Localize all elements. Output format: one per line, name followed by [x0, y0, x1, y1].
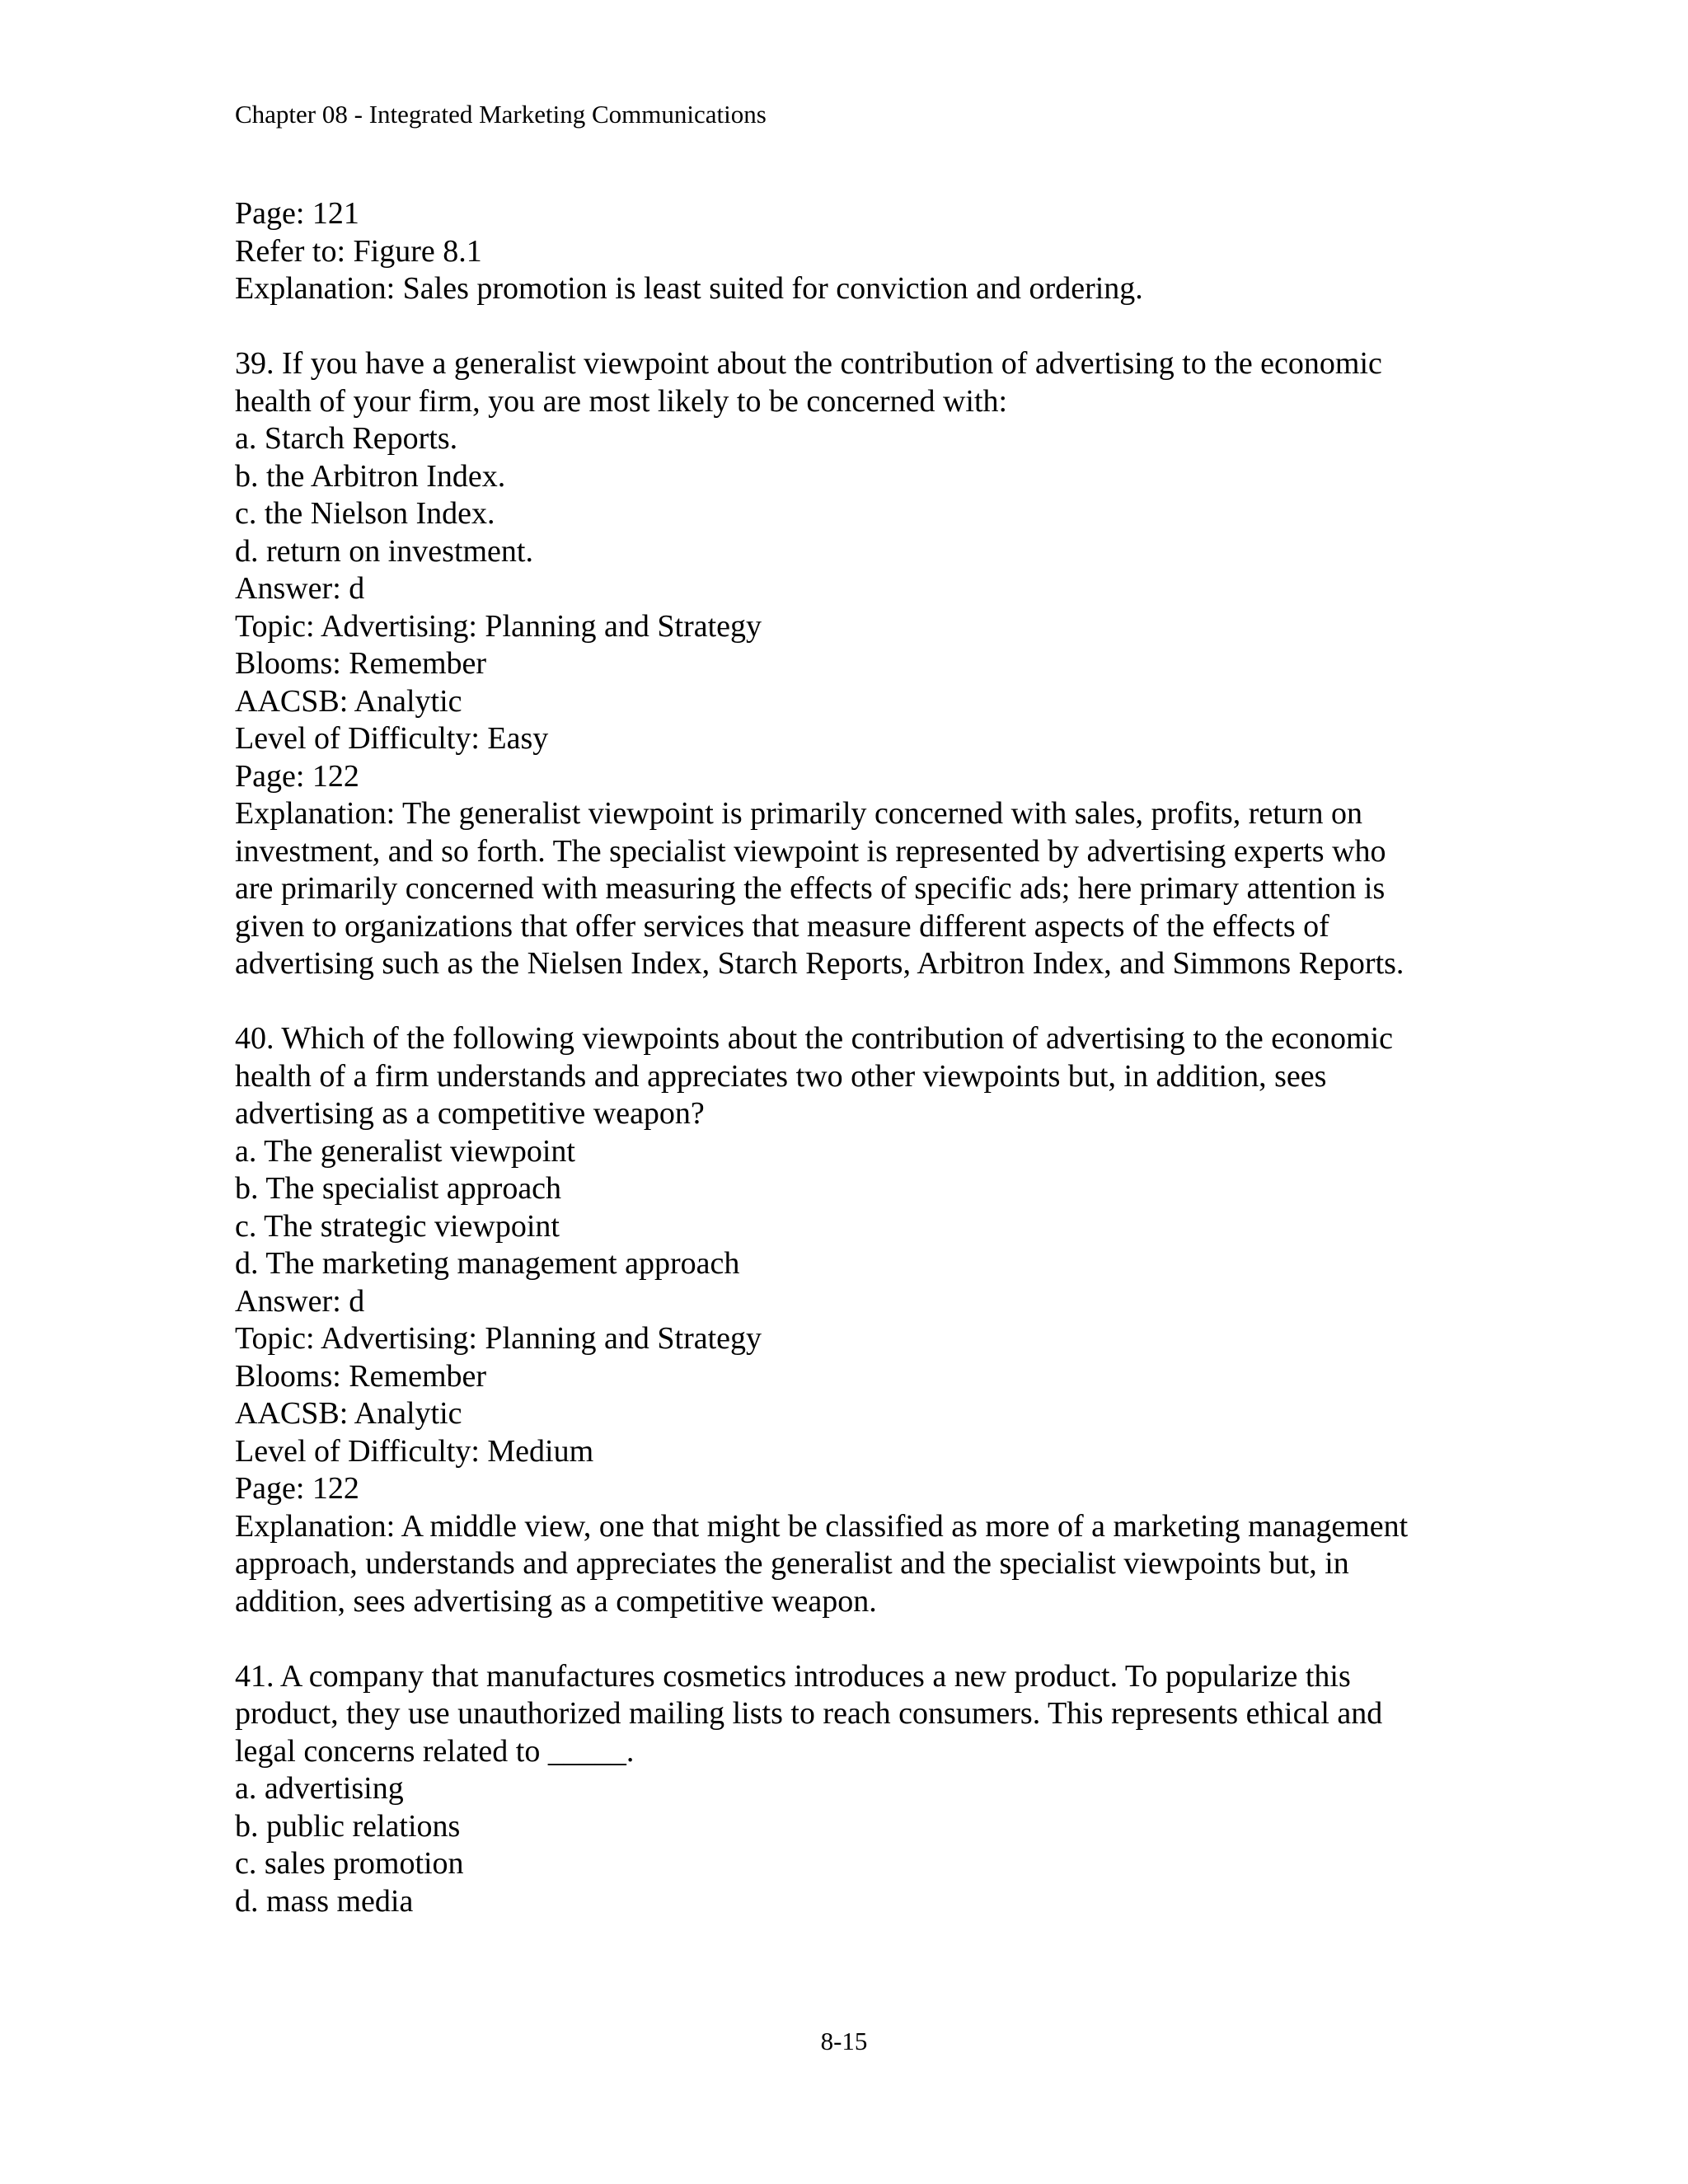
topic: Topic: Advertising: Planning and Strategy	[235, 1321, 762, 1356]
page-number: 8-15	[820, 2027, 868, 2055]
answer-option: b. public relations	[235, 1808, 461, 1844]
answer-option: d. return on investment.	[235, 533, 533, 569]
answer-option: d. mass media	[235, 1883, 414, 1919]
explanation-line: approach, understands and appreciates the generalist and the specialist viewpoints but, in	[235, 1546, 1349, 1581]
page-reference: Page: 122	[235, 1471, 359, 1506]
question-stem-line: 39. If you have a generalist viewpoint about the contribution of advertising to the economic	[235, 346, 1382, 381]
difficulty-level: Level of Difficulty: Easy	[235, 721, 549, 756]
explanation-line: Explanation: The generalist viewpoint is primarily concerned with sales, profits, return on	[235, 796, 1362, 831]
previous-question-tail	[235, 195, 1488, 308]
question-stem-line: legal concerns related to _____.	[235, 1733, 635, 1769]
explanation-line: Explanation: A middle view, one that might be classified as more of a marketing management	[235, 1508, 1409, 1544]
answer-option: c. The strategic viewpoint	[235, 1208, 560, 1244]
answer-option: d. The marketing management approach	[235, 1246, 740, 1281]
running-header: Chapter 08 - Integrated Marketing Communications	[235, 100, 767, 129]
page-reference: Page: 122	[235, 758, 359, 794]
blooms-level: Blooms: Remember	[235, 646, 487, 681]
document-body	[235, 195, 1488, 1920]
blooms-level: Blooms: Remember	[235, 1358, 487, 1394]
question-stem-line: 41. A company that manufactures cosmetics introduces a new product. To popularize this	[235, 1658, 1351, 1694]
explanation-line: addition, sees advertising as a competitive weapon.	[235, 1583, 877, 1619]
topic: Topic: Advertising: Planning and Strategy	[235, 608, 762, 644]
question-41	[235, 1658, 1488, 1921]
answer-option: b. the Arbitron Index.	[235, 458, 506, 494]
aacsb-tag: AACSB: Analytic	[235, 683, 462, 719]
explanation-line: investment, and so forth. The specialist viewpoint is represented by advertising experts who	[235, 833, 1386, 869]
page-reference: Page: 121	[235, 196, 359, 231]
question-stem-line: health of your firm, you are most likely to be concerned with:	[235, 383, 1008, 419]
answer-option: c. sales promotion	[235, 1846, 464, 1881]
explanation: Explanation: Sales promotion is least suited for conviction and ordering.	[235, 271, 1143, 306]
explanation-line: given to organizations that offer services that measure different aspects of the effects of	[235, 908, 1329, 944]
answer-key: Answer: d	[235, 1283, 365, 1319]
question-40	[235, 1020, 1488, 1620]
answer-option: a. The generalist viewpoint	[235, 1133, 575, 1169]
paragraph-gap	[235, 1620, 1488, 1658]
paragraph-gap	[235, 308, 1488, 346]
question-stem-line: advertising as a competitive weapon?	[235, 1096, 705, 1131]
answer-option: b. The specialist approach	[235, 1171, 562, 1206]
answer-option: a. Starch Reports.	[235, 421, 458, 456]
answer-option: c. the Nielson Index.	[235, 496, 495, 531]
explanation-line: are primarily concerned with measuring the effects of specific ads; here primary attention is	[235, 871, 1386, 906]
question-stem-line: 40. Which of the following viewpoints about the contribution of advertising to the economic	[235, 1021, 1394, 1056]
paragraph-gap	[235, 983, 1488, 1021]
question-39	[235, 345, 1488, 983]
aacsb-tag: AACSB: Analytic	[235, 1396, 462, 1431]
answer-option: a. advertising	[235, 1771, 404, 1806]
question-stem-line: health of a firm understands and appreciates two other viewpoints but, in addition, sees	[235, 1058, 1327, 1094]
figure-reference: Refer to: Figure 8.1	[235, 233, 482, 269]
explanation-line: advertising such as the Nielsen Index, Starch Reports, Arbitron Index, and Simmons Reports.	[235, 946, 1404, 981]
difficulty-level: Level of Difficulty: Medium	[235, 1433, 594, 1469]
question-stem-line: product, they use unauthorized mailing lists to reach consumers. This represents ethical and	[235, 1696, 1383, 1731]
answer-key: Answer: d	[235, 571, 365, 606]
